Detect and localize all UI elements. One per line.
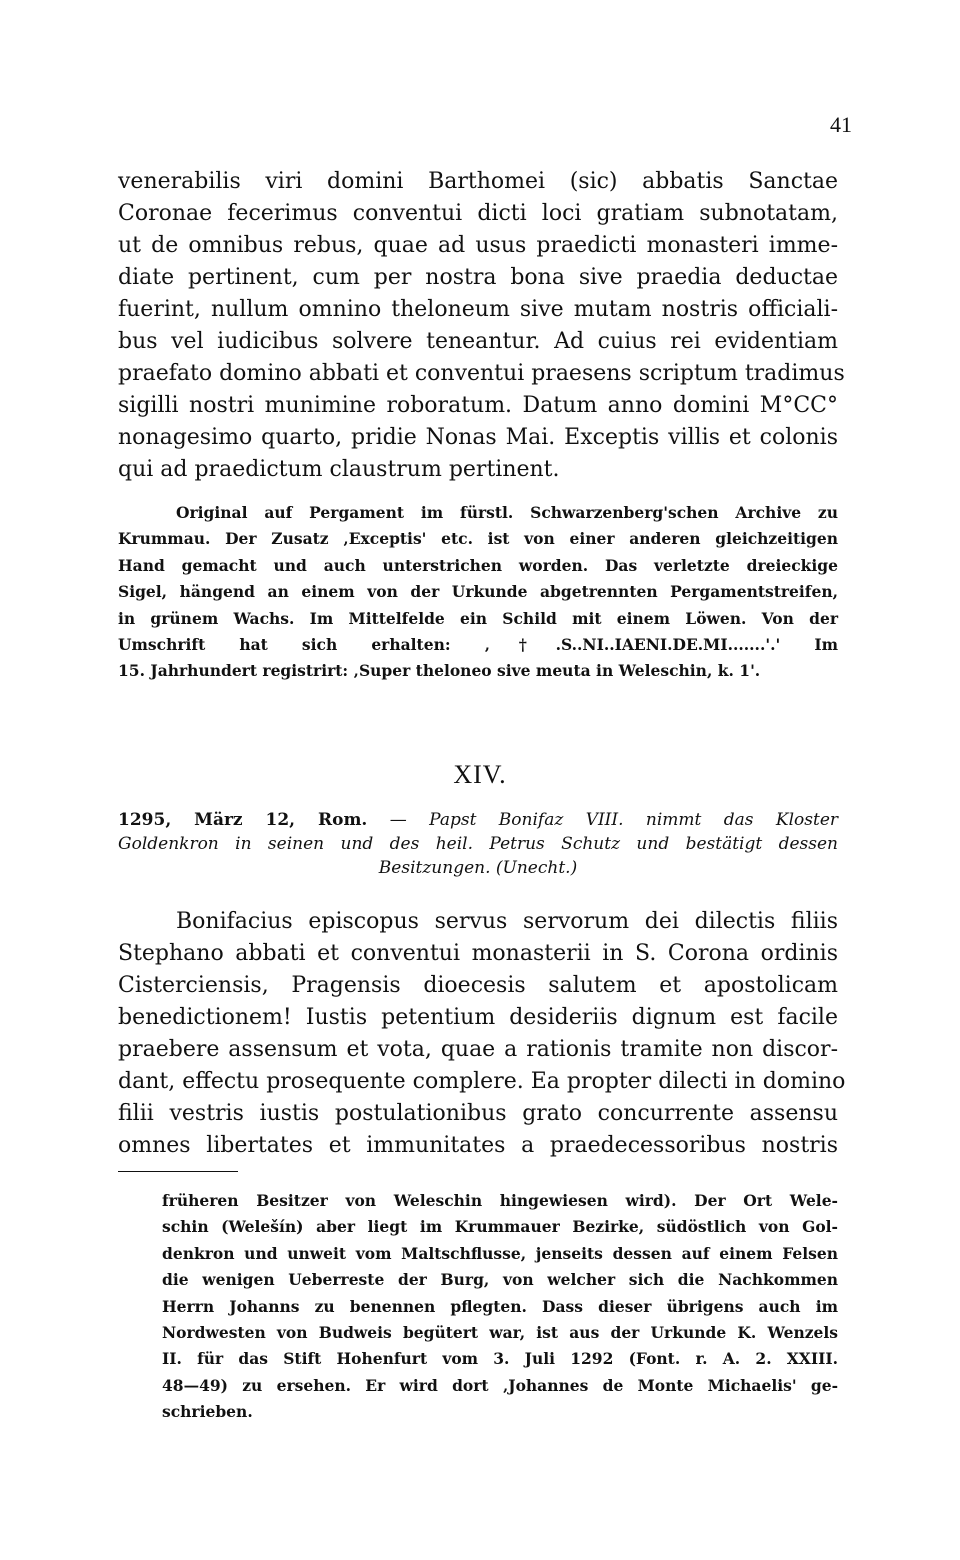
- text-line: Stephano abbati et conventui monasterii in S. Corona ordinis: [118, 941, 838, 966]
- note-line: Krummau. Der Zusatz ‚Exceptis' etc. ist von einer anderen gleichzeitigen: [118, 529, 838, 549]
- text-line: diate pertinent, cum per nostra bona sive praedia deductae: [118, 265, 838, 290]
- footnote-line: schrieben.: [162, 1402, 253, 1422]
- regest-date-place: 1295, März 12, Rom.: [118, 810, 368, 830]
- text-line: praefato domino abbati et conventui praesens scriptum tradimus: [118, 361, 845, 386]
- footnote-line: früheren Besitzer von Weleschin hingewiesen wird). Der Ort Wele-: [162, 1191, 838, 1210]
- text-line: qui ad praedictum claustrum pertinent.: [118, 457, 560, 482]
- text-line: bus vel iudicibus solvere teneantur. Ad cuius rei evidentiam: [118, 329, 838, 354]
- footnote-line: denkron und unweit vom Maltschflusse, jenseits dessen auf einem Felsen: [162, 1243, 838, 1263]
- text-line: nonagesimo quarto, pridie Nonas Mai. Exceptis villis et colonis: [118, 425, 838, 450]
- note-line: Original auf Pergament im fürstl. Schwarzenberg'schen Archive zu: [176, 503, 838, 522]
- text-line: venerabilis viri domini Barthomei (sic) abbatis Sanctae: [118, 169, 838, 194]
- note-line: in grünem Wachs. Im Mittelfelde ein Schild mit einem Löwen. Von der: [118, 608, 838, 628]
- regest-line-1: [118, 808, 838, 832]
- document-heading: XIV.: [453, 760, 507, 789]
- text-line: fuerint, nullum omnino theloneum sive mutam nostris officiali-: [118, 297, 838, 322]
- text-line: filii vestris iustis postulationibus grato concurrente assensu: [118, 1101, 838, 1126]
- text-line: Cisterciensis, Pragensis dioecesis salutem et apostolicam: [118, 973, 838, 998]
- footnote-line: 48—49) zu ersehen. Er wird dort ‚Johannes de Monte Michaelis' ge-: [162, 1375, 838, 1395]
- footnote-line: schin (Welešín) aber liegt im Krummauer Bezirke, südöstlich von Gol-: [162, 1217, 838, 1237]
- text-line: sigilli nostri munimine roboratum. Datum anno domini M°CC°: [118, 393, 838, 418]
- page-number: 41: [830, 112, 852, 137]
- regest: [118, 808, 838, 880]
- note-line: 15. Jahrhundert registrirt: ‚Super theloneo sive meuta in Weleschin, k. 1'.: [118, 661, 761, 681]
- text-line: ut de omnibus rebus, quae ad usus praedicti monasteri imme-: [118, 233, 838, 258]
- footnote-separator: [118, 1171, 238, 1172]
- footnote-line: Nordwesten von Budweis begütert war, ist aus der Urkunde K. Wenzels: [162, 1323, 838, 1343]
- text-line: Coronae fecerimus conventui dicti loci gratiam subnotatam,: [118, 201, 838, 226]
- note-line: Hand gemacht und auch unterstrichen worden. Das verletzte dreieckige: [118, 555, 838, 575]
- archive-note: [118, 500, 838, 685]
- text-line: omnes libertates et immunitates a praedecessoribus nostris: [118, 1133, 838, 1158]
- regest-line-2: Goldenkron in seinen und des heil. Petrus Schutz und bestätigt dessen: [118, 834, 838, 854]
- regest-line-3: Besitzungen. (Unecht.): [378, 858, 578, 878]
- footnote: [162, 1188, 838, 1426]
- note-line: Umschrift hat sich erhalten: ‚†.S..NI..IAENI.DE.MI.......'.' Im: [118, 635, 838, 655]
- text-line: Bonifacius episcopus servus servorum dei dilectis filiis: [176, 909, 838, 934]
- continued-charter-text: [118, 166, 845, 486]
- text-line: praebere assensum et vota, quae a rationis tramite non discor-: [118, 1037, 838, 1062]
- note-line: Sigel, hängend an einem von der Urkunde abgetrennten Pergamentstreifen,: [118, 582, 838, 602]
- charter-text: [118, 906, 846, 1162]
- footnote-line: die wenigen Ueberreste der Burg, von welcher sich die Nachkommen: [162, 1270, 838, 1290]
- footnote-line: Herrn Johanns zu benennen pflegten. Dass dieser übrigens auch im: [162, 1296, 838, 1316]
- regest-summary-start: — Papst Bonifaz VIII. nimmt das Kloster: [389, 810, 839, 830]
- footnote-line: II. für das Stift Hohenfurt vom 3. Juli 1292 (Font. r. A. 2. XXIII.: [162, 1349, 838, 1369]
- text-line: dant, effectu prosequente complere. Ea propter dilecti in domino: [118, 1069, 846, 1094]
- text-line: benedictionem! Iustis petentium desideriis dignum est facile: [118, 1005, 838, 1030]
